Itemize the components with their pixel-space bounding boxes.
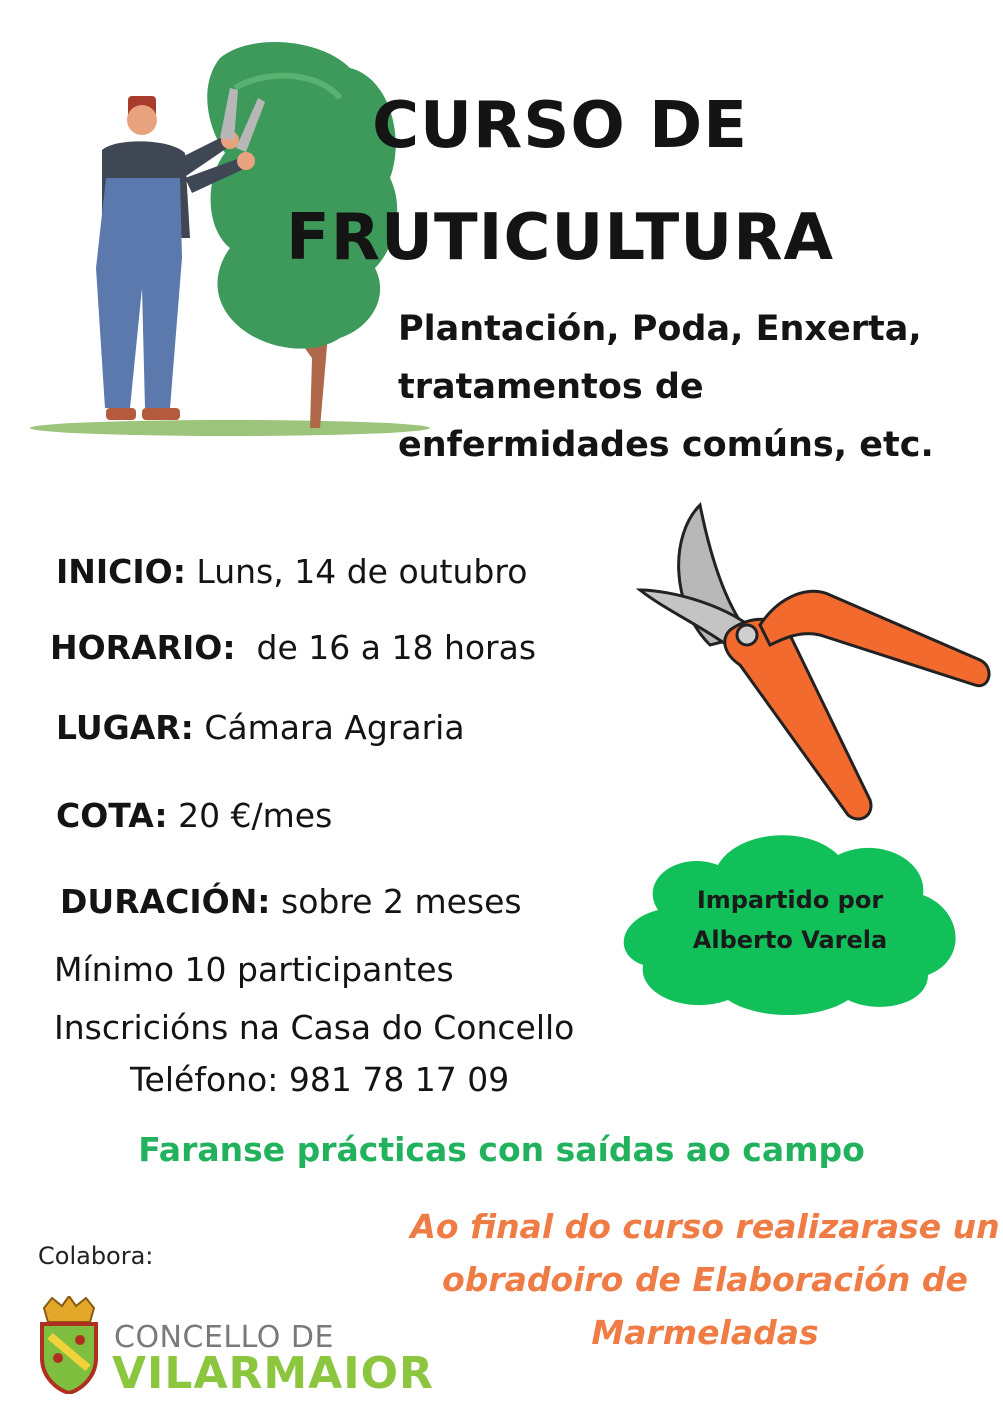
start-date <box>56 552 527 591</box>
coat-of-arms-icon <box>36 1296 102 1394</box>
field-practice-note: Faranse prácticas con saídas ao campo <box>138 1130 865 1169</box>
workshop-note <box>410 1200 1000 1359</box>
pruning-shears-icon <box>630 495 1000 835</box>
instructor <box>640 880 940 960</box>
schedule <box>50 628 536 667</box>
logo-concello-de: CONCELLO DE <box>114 1320 334 1355</box>
start-date-label: INICIO: <box>56 552 186 591</box>
fee <box>56 796 332 835</box>
title-line-2: FRUTICULTURA <box>286 201 834 275</box>
workshop-line-2: obradoiro de Elaboración de <box>442 1260 968 1299</box>
start-date-value: Luns, 14 de outubro <box>185 552 528 591</box>
duration <box>60 882 522 921</box>
location <box>56 708 465 747</box>
duration-value: sobre 2 meses <box>270 882 522 921</box>
location-label: LUGAR: <box>56 708 194 747</box>
page-title <box>250 70 870 294</box>
topics-line-2: tratamentos de <box>398 367 704 407</box>
logo-vilarmaior: VILARMAIOR <box>112 1348 434 1399</box>
enrollment-info: Inscricións na Casa do Concello <box>54 1008 575 1047</box>
topics-line-3: enfermidades comúns, etc. <box>398 425 934 465</box>
fee-label: COTA: <box>56 796 168 835</box>
collaborator-label: Colabora: <box>38 1242 154 1270</box>
workshop-line-1: Ao final do curso realizarase un <box>410 1207 1000 1246</box>
course-topics <box>398 300 998 474</box>
schedule-label: HORARIO: <box>50 628 236 667</box>
ground-shadow <box>30 420 430 436</box>
schedule-value: de 16 a 18 horas <box>235 628 537 667</box>
topics-line-1: Plantación, Poda, Enxerta, <box>398 309 922 349</box>
minimum-participants: Mínimo 10 participantes <box>54 950 454 989</box>
fee-value: 20 €/mes <box>167 796 333 835</box>
duration-label: DURACIÓN: <box>60 882 271 921</box>
workshop-line-3: Marmeladas <box>591 1313 819 1352</box>
instructor-name: Alberto Varela <box>692 926 888 954</box>
title-line-1: CURSO DE <box>372 89 748 163</box>
phone-number: Teléfono: 981 78 17 09 <box>130 1060 510 1099</box>
location-value: Cámara Agraria <box>193 708 465 747</box>
instructor-line-1: Impartido por <box>696 886 884 914</box>
